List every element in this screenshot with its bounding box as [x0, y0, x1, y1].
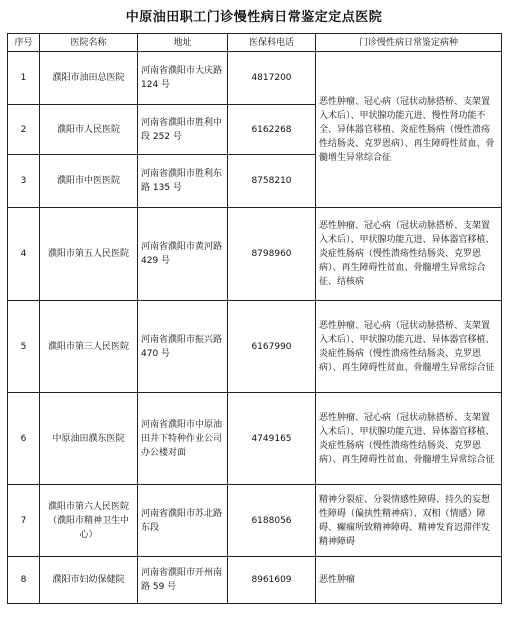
row-diseases: 恶性肿瘤、冠心病（冠状动脉搭桥、支架置入术后）、甲状腺功能亢进、异体器官移植、炎症性肠病（慢性溃疡性结肠炎、克罗恩病）、再生障碍性贫血、骨髓增生异常综合征: [316, 301, 502, 393]
row-phone: 6162268: [228, 105, 316, 155]
row-phone: 4749165: [228, 393, 316, 485]
row-diseases: 恶性肿瘤: [316, 557, 502, 604]
row-address: 河南省濮阳市胜利中段 252 号: [138, 105, 228, 155]
row-no: 6: [8, 393, 40, 485]
header-diseases: 门诊慢性病日常鉴定病种: [316, 34, 502, 52]
row-no: 2: [8, 105, 40, 155]
row-address: 河南省濮阳市开州南路 59 号: [138, 557, 228, 604]
row-hospital-name: 濮阳市中医医院: [40, 155, 138, 208]
row-diseases-merged: 恶性肿瘤、冠心病（冠状动脉搭桥、支架置入术后）、甲状腺功能亢进、慢性肾功能不全、异体器官移植、炎症性肠病（慢性溃疡性结肠炎、克罗恩病）、再生障碍性贫血、骨髓增生异常综合征: [316, 52, 502, 208]
hospital-table: [7, 33, 502, 604]
row-no: 7: [8, 485, 40, 557]
table-row: [8, 52, 502, 105]
row-address: 河南省濮阳市中原油田井下特种作业公司办公楼对面: [138, 393, 228, 485]
row-hospital-name: 濮阳市妇幼保健院: [40, 557, 138, 604]
row-address: 河南省濮阳市黄河路 429 号: [138, 208, 228, 301]
row-no: 8: [8, 557, 40, 604]
header-no: 序号: [8, 34, 40, 52]
row-no: 5: [8, 301, 40, 393]
row-address: 河南省濮阳市振兴路 470 号: [138, 301, 228, 393]
row-hospital-name: 濮阳市人民医院: [40, 105, 138, 155]
row-phone: 6167990: [228, 301, 316, 393]
row-phone: 8758210: [228, 155, 316, 208]
row-phone: 8798960: [228, 208, 316, 301]
row-diseases: 恶性肿瘤、冠心病（冠状动脉搭桥、支架置入术后）、甲状腺功能亢进、异体器官移植、炎症性肠病（慢性溃疡性结肠炎、克罗恩病）、再生障碍性贫血、骨髓增生异常综合征: [316, 393, 502, 485]
table-row: [8, 393, 502, 485]
row-hospital-name: 濮阳市第五人民医院: [40, 208, 138, 301]
row-address: 河南省濮阳市苏北路东段: [138, 485, 228, 557]
row-hospital-name: 濮阳市油田总医院: [40, 52, 138, 105]
table-row: [8, 485, 502, 557]
table-header-row: [8, 34, 502, 52]
row-address: 河南省濮阳市大庆路 124 号: [138, 52, 228, 105]
row-diseases: 恶性肿瘤、冠心病（冠状动脉搭桥、支架置入术后）、甲状腺功能亢进、异体器官移植、炎症性肠病（慢性溃疡性结肠炎、克罗恩病）、再生障碍性贫血、骨髓增生异常综合征、结核病: [316, 208, 502, 301]
header-name: 医院名称: [40, 34, 138, 52]
table-row: [8, 557, 502, 604]
header-address: 地址: [138, 34, 228, 52]
row-no: 4: [8, 208, 40, 301]
row-phone: 6188056: [228, 485, 316, 557]
row-no: 3: [8, 155, 40, 208]
page-title: 中原油田职工门诊慢性病日常鉴定定点医院: [125, 10, 383, 25]
row-hospital-name: 濮阳市第六人民医院（濮阳市精神卫生中心）: [40, 485, 138, 557]
row-phone: 4817200: [228, 52, 316, 105]
table-row: [8, 301, 502, 393]
row-phone: 8961609: [228, 557, 316, 604]
row-diseases: 精神分裂症、分裂情感性障碍、持久的妄想性障碍（偏执性精神病）、双相（情感）障碍、癫痫所致精神障碍、精神发育迟滞伴发精神障碍: [316, 485, 502, 557]
row-address: 河南省濮阳市胜利东路 135 号: [138, 155, 228, 208]
row-hospital-name: 中原油田濮东医院: [40, 393, 138, 485]
row-hospital-name: 濮阳市第三人民医院: [40, 301, 138, 393]
row-no: 1: [8, 52, 40, 105]
table-row: [8, 208, 502, 301]
header-phone: 医保科电话: [228, 34, 316, 52]
